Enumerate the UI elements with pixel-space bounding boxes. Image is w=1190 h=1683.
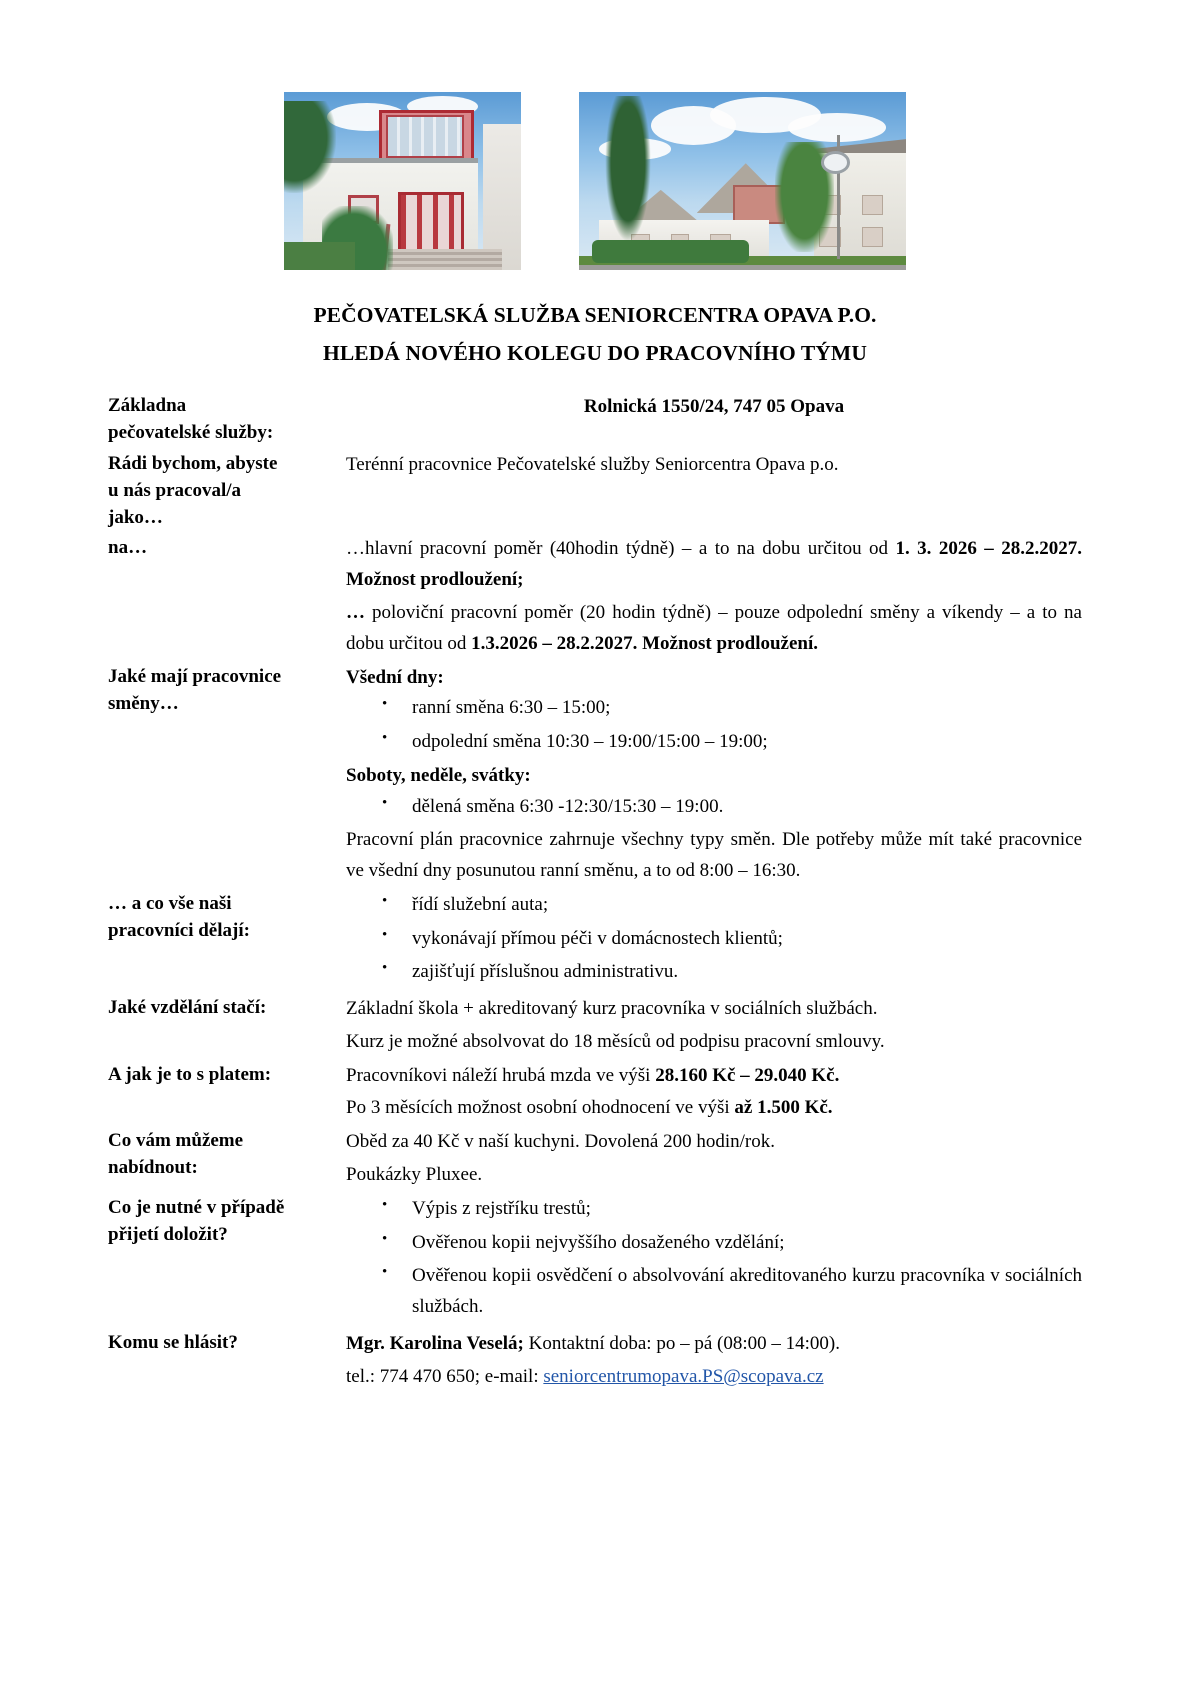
- row-duties-content: [346, 890, 1082, 991]
- weekday-shift-list: [346, 693, 1082, 758]
- row-duties-label: [108, 890, 346, 945]
- contract-p2-lead: …: [346, 602, 365, 623]
- weekend-shift-list: [346, 792, 1082, 823]
- contact-person-name: Mgr. Karolina Veselá;: [346, 1332, 524, 1354]
- salary-l2-plain: Po 3 měsících možnost osobní ohodnocení ve výši: [346, 1097, 735, 1119]
- row-contact-label: Komu se hlásit?: [108, 1331, 238, 1353]
- weekend-heading: Soboty, neděle, svátky:: [346, 764, 531, 786]
- contact-person-line: [346, 1329, 1082, 1360]
- row-position-label-line-1: Rádi bychom, abyste: [108, 452, 278, 474]
- road: [579, 265, 906, 270]
- entrance-steps: [388, 249, 502, 270]
- list-item: • ranní směna 6:30 – 15:00;: [412, 693, 1082, 724]
- row-contact: [108, 1329, 1082, 1393]
- contact-hours: Kontaktní doba: po – pá (08:00 – 14:00).: [523, 1332, 840, 1354]
- row-base-label: [108, 392, 346, 447]
- row-salary-label: A jak je to s platem:: [108, 1063, 272, 1085]
- list-item: • Ověřenou kopii nejvyššího dosaženého vzdělání;: [412, 1228, 1082, 1259]
- row-duties-label-line-1: … a co vše naši: [108, 892, 232, 914]
- row-benefits-label-line-1: Co vám můžeme: [108, 1130, 244, 1152]
- row-contract-content: [346, 534, 1082, 659]
- page-title-line-1: PEČOVATELSKÁ SLUŽBA SENIORCENTRA OPAVA P.O.: [313, 303, 877, 327]
- glass-facade: [386, 115, 464, 158]
- round-sign: [821, 151, 850, 174]
- salary-line-2: [346, 1093, 1082, 1124]
- row-documents-content: [346, 1194, 1082, 1326]
- info-rows: [108, 392, 1082, 1393]
- row-documents: [108, 1194, 1082, 1326]
- list-item: • Ověřenou kopii osvědčení o absolvování akreditovaného kurzu pracovníka v sociálních službách.: [412, 1261, 1082, 1323]
- row-position-label: [108, 450, 346, 532]
- shrub: [284, 242, 355, 270]
- contract-paragraph-1: [346, 534, 1082, 596]
- row-position-label-line-2: u nás pracoval/a: [108, 479, 242, 501]
- hedge: [592, 240, 749, 263]
- row-documents-label-line-1: Co je nutné v případě: [108, 1196, 285, 1218]
- entrance-door: [398, 192, 464, 256]
- row-education-content: [346, 994, 1082, 1058]
- row-position-label-line-3: jako…: [108, 506, 163, 528]
- row-documents-label-line-2: přijetí doložit?: [108, 1223, 228, 1245]
- duties-list: [346, 890, 1082, 988]
- contact-phone: tel.: 774 470 650; e-mail:: [346, 1365, 544, 1387]
- window: [862, 227, 884, 247]
- list-item: • vykonávají přímou péči v domácnostech klientů;: [412, 924, 1082, 955]
- list-item: • Výpis z rejstříku trestů;: [412, 1194, 1082, 1225]
- row-base-label-line-2: pečovatelské služby:: [108, 421, 274, 443]
- row-contract: [108, 534, 1082, 659]
- row-education-label: Jaké vzdělání stačí:: [108, 997, 267, 1019]
- conifer-tree: [605, 96, 651, 242]
- row-salary: [108, 1061, 1082, 1125]
- row-contact-content: [346, 1329, 1082, 1393]
- conifer-tree: [284, 101, 336, 194]
- shifts-note: Pracovní plán pracovnice zahrnuje všechny typy směn. Dle potřeby může mít také pracovnice ve všední dny posunutou ranní směnu, a to od 8:00 – 16:30.: [346, 829, 1082, 882]
- window: [862, 195, 884, 215]
- base-address: Rolnická 1550/24, 747 05 Opava: [583, 395, 845, 417]
- contract-p2-bold: 1.3.2026 – 28.2.2027. Možnost prodloužení.: [471, 632, 819, 654]
- row-position: [108, 450, 1082, 532]
- contact-phone-line: [346, 1362, 1082, 1393]
- row-documents-label: [108, 1194, 346, 1249]
- row-benefits-content: [346, 1127, 1082, 1191]
- contact-email-link[interactable]: seniorcentrumopava.PS@scopava.cz: [543, 1365, 824, 1387]
- list-item: • odpolední směna 10:30 – 19:00/15:00 – 19:00;: [412, 727, 1082, 758]
- salary-line-1: [346, 1061, 1082, 1092]
- page-title-line-2: HLEDÁ NOVÉHO KOLEGU DO PRACOVNÍHO TÝMU: [323, 340, 867, 365]
- list-item: • zajišťují příslušnou administrativu.: [412, 957, 1082, 988]
- row-position-content: [346, 450, 1082, 481]
- building-entrance-photo: [284, 92, 521, 270]
- salary-amount-range: 28.160 Kč – 29.040 Kč.: [655, 1064, 840, 1086]
- documents-list: [346, 1194, 1082, 1323]
- weekday-heading: Všední dny:: [346, 666, 444, 688]
- contract-p1-bold: 1. 3. 2026 – 28.2.2027. Možnost prodloužení;: [346, 538, 1082, 591]
- photo-row: [108, 92, 1082, 270]
- row-shifts-label-line-2: směny…: [108, 692, 179, 714]
- contract-p2-plain: poloviční pracovní poměr (20 hodin týdně) – pouze odpolední směny a víkendy – a to na dobu určitou od: [346, 602, 1082, 654]
- row-base-content: [346, 392, 1082, 423]
- row-education: [108, 994, 1082, 1058]
- row-salary-content: [346, 1061, 1082, 1125]
- campus-exterior-photo: [579, 92, 906, 270]
- benefits-line-1: Oběd za 40 Kč v naší kuchyni. Dovolená 200 hodin/rok.: [346, 1131, 775, 1153]
- list-item: • řídí služební auta;: [412, 890, 1082, 921]
- salary-bonus-amount: až 1.500 Kč.: [734, 1097, 833, 1119]
- row-contract-label: na…: [108, 537, 148, 559]
- row-benefits: [108, 1127, 1082, 1191]
- salary-l1-plain: Pracovníkovi náleží hrubá mzda ve výši: [346, 1064, 656, 1086]
- row-shifts-label-line-1: Jaké mají pracovnice: [108, 665, 282, 687]
- row-benefits-label: [108, 1127, 346, 1182]
- row-duties-label-line-2: pracovníci dělají:: [108, 919, 250, 941]
- contract-paragraph-2: [346, 598, 1082, 660]
- row-base: [108, 392, 1082, 447]
- position-text: Terénní pracovnice Pečovatelské služby Seniorcentra Opava p.o.: [346, 453, 839, 475]
- row-benefits-label-line-2: nabídnout:: [108, 1157, 198, 1179]
- row-shifts: [108, 663, 1082, 887]
- contract-p1-plain: …hlavní pracovní poměr (40hodin týdně) – a to na dobu určitou od: [346, 538, 896, 560]
- row-shifts-content: [346, 663, 1082, 887]
- education-line-2: Kurz je možné absolvovat do 18 měsíců od podpisu pracovní smlouvy.: [346, 1030, 885, 1052]
- row-duties: [108, 890, 1082, 991]
- row-base-label-line-1: Základna: [108, 394, 187, 416]
- benefits-line-2: Poukázky Pluxee.: [346, 1164, 483, 1186]
- list-item: • dělená směna 6:30 -12:30/15:30 – 19:00.: [412, 792, 1082, 823]
- row-shifts-label: [108, 663, 346, 718]
- education-line-1: Základní škola + akreditovaný kurz pracovníka v sociálních službách.: [346, 998, 878, 1020]
